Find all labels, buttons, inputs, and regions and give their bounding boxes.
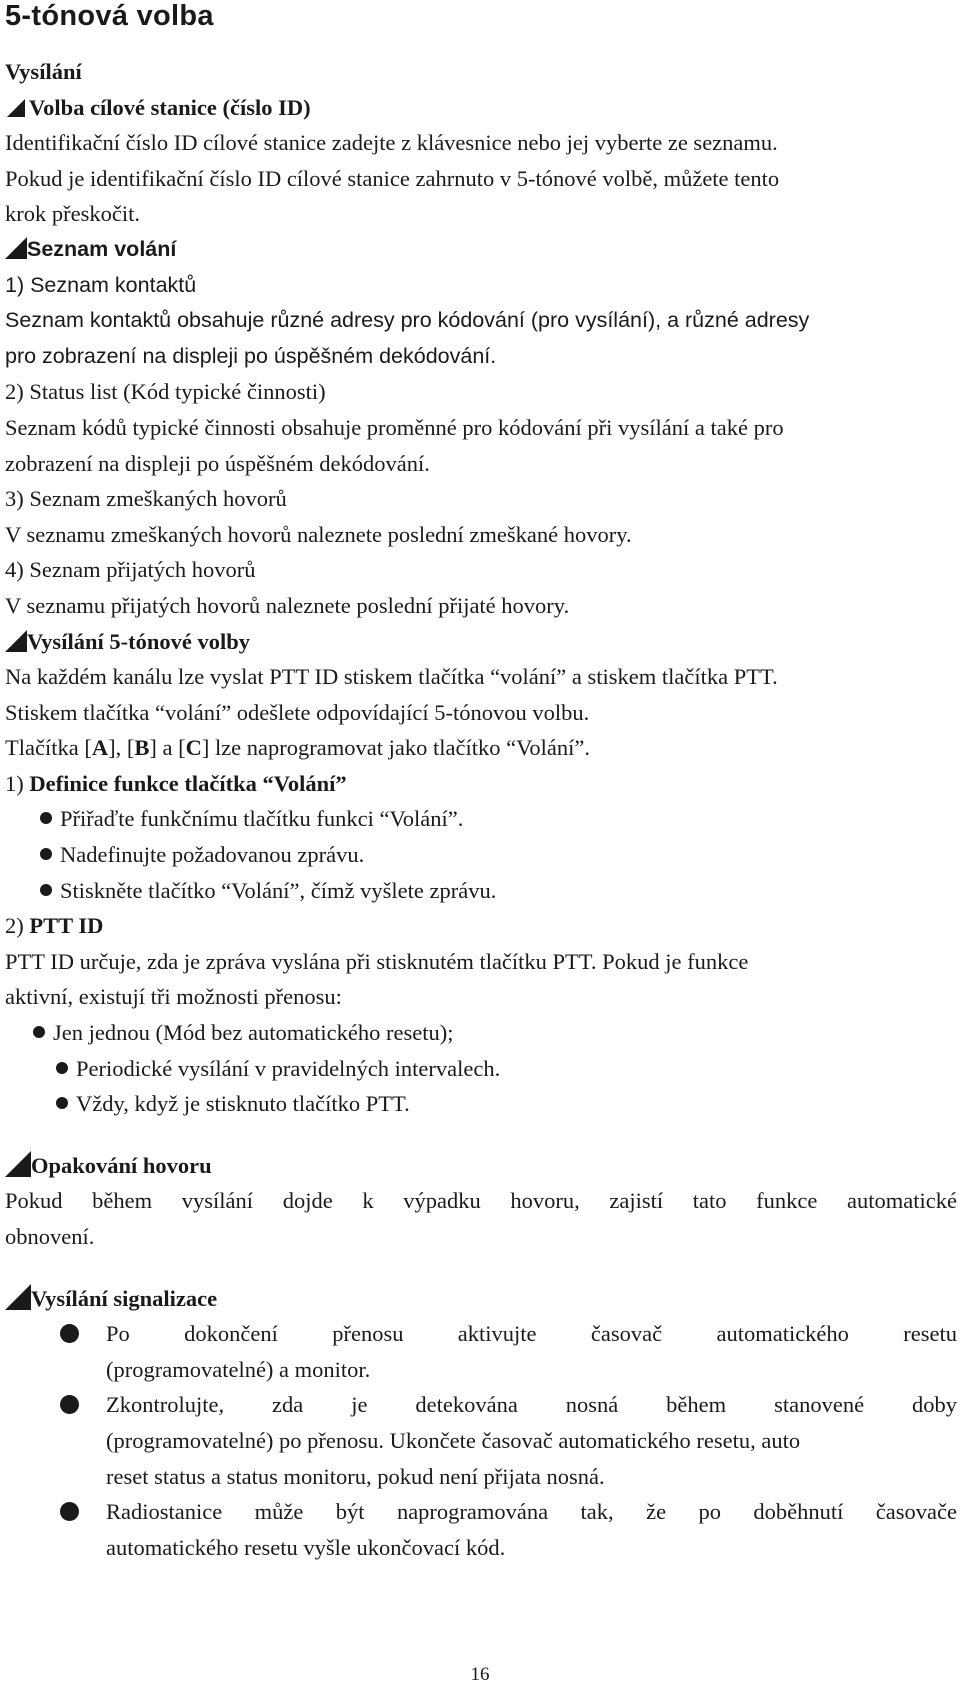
triangle-bullet-icon bbox=[5, 630, 27, 652]
bullet-text: Stiskněte tlačítko “Volání”, čímž vyšlete zprávu. bbox=[60, 877, 497, 903]
list-item-title: 4) Seznam přijatých hovorů bbox=[5, 557, 256, 583]
subheading-text: Vysílání signalizace bbox=[31, 1285, 218, 1311]
text-fragment: ] a [ bbox=[149, 735, 186, 761]
paragraph-line: Seznam kontaktů obsahuje různé adresy pro kódování (pro vysílání), a různé adresy bbox=[5, 308, 810, 333]
subheading-text: Volba cílové stanice (číslo ID) bbox=[29, 94, 311, 120]
subheading-text: Seznam volání bbox=[27, 236, 177, 261]
bullet-icon bbox=[56, 1062, 68, 1074]
list-number: 2) bbox=[5, 913, 30, 939]
bullet-text: Periodické vysílání v pravidelných intervalech. bbox=[76, 1055, 501, 1081]
bullet-text: Po dokončení přenosu aktivujte časovač automatického resetu bbox=[106, 1321, 957, 1347]
bullet-text: Přiřaďte funkčnímu tlačítku funkci “Volání”. bbox=[60, 806, 464, 832]
bullet-text: Radiostanice může být naprogramována tak, že po doběhnutí časovače bbox=[106, 1499, 957, 1525]
triangle-bullet-icon bbox=[7, 99, 25, 117]
bullet-item bbox=[5, 1387, 957, 1494]
bullet-item bbox=[5, 1316, 957, 1387]
bullet-item bbox=[5, 1015, 957, 1051]
bullet-item bbox=[5, 801, 957, 837]
paragraph-line: obnovení. bbox=[5, 1224, 95, 1249]
document-body bbox=[5, 54, 957, 1565]
bullet-icon bbox=[56, 1097, 68, 1109]
page-number: 16 bbox=[470, 1664, 490, 1685]
bullet-item bbox=[5, 873, 957, 909]
bullet-icon bbox=[40, 884, 52, 896]
text-fragment: ], [ bbox=[108, 735, 135, 761]
paragraph-line-keys bbox=[5, 730, 957, 766]
paragraph-line: Stiskem tlačítka “volání” odešlete odpovídající 5-tónovou volbu. bbox=[5, 699, 590, 725]
bullet-text: automatického resetu vyšle ukončovací kód. bbox=[106, 1534, 506, 1560]
bullet-text: Jen jednou (Mód bez automatického resetu); bbox=[53, 1020, 454, 1046]
list-item-title bbox=[5, 908, 957, 944]
bullet-icon bbox=[40, 812, 52, 824]
bullet-text: (programovatelné) a monitor. bbox=[106, 1356, 371, 1382]
bullet-item bbox=[5, 1086, 957, 1122]
paragraph-line: Seznam kódů typické činnosti obsahuje proměnné pro kódování při vysílání a také pro bbox=[5, 414, 784, 440]
paragraph-line: pro zobrazení na displeji po úspěšném dekódování. bbox=[5, 343, 497, 368]
subheading-target-selection bbox=[5, 90, 957, 126]
paragraph-line: krok přeskočit. bbox=[5, 201, 140, 227]
key-label-a: A bbox=[91, 735, 109, 761]
subheading-call-list bbox=[5, 232, 957, 268]
bullet-item bbox=[5, 1494, 957, 1565]
bullet-icon bbox=[33, 1026, 45, 1038]
bullet-icon bbox=[60, 1324, 79, 1343]
bullet-item bbox=[5, 1051, 957, 1087]
subheading-text: Opakování hovoru bbox=[31, 1152, 212, 1178]
list-number: 1) bbox=[5, 770, 30, 796]
page-title: 5-tónová volba bbox=[5, 0, 214, 32]
paragraph-line: Na každém kanálu lze vyslat PTT ID stiskem tlačítka “volání” a stiskem tlačítka PTT. bbox=[5, 664, 778, 690]
bullet-icon bbox=[60, 1502, 79, 1521]
bullet-text: Vždy, když je stisknuto tlačítko PTT. bbox=[76, 1091, 410, 1117]
bullet-icon bbox=[40, 848, 52, 860]
key-label-b: B bbox=[134, 735, 150, 761]
triangle-bullet-icon bbox=[5, 1284, 31, 1310]
bullet-item bbox=[5, 837, 957, 873]
list-item-title: 2) Status list (Kód typické činnosti) bbox=[5, 379, 326, 405]
subheading-signalling bbox=[5, 1281, 957, 1317]
paragraph-line: V seznamu zmeškaných hovorů naleznete poslední zmeškané hovory. bbox=[5, 521, 632, 547]
subheading-call-repeat bbox=[5, 1148, 957, 1184]
text-fragment: Tlačítka [ bbox=[5, 735, 92, 761]
paragraph-line: Pokud je identifikační číslo ID cílové stanice zahrnuto v 5-tónové volbě, můžete tento bbox=[5, 165, 780, 191]
bullet-icon bbox=[60, 1395, 79, 1414]
list-item-title bbox=[5, 766, 957, 802]
paragraph-line: PTT ID určuje, zda je zpráva vyslána při stisknutém tlačítku PTT. Pokud je funkce bbox=[5, 948, 749, 974]
paragraph-line: Pokud během vysílání dojde k výpadku hovoru, zajistí tato funkce automatické bbox=[5, 1188, 957, 1214]
text-fragment: ] lze naprogramovat jako tlačítko “Volání”. bbox=[201, 735, 591, 761]
list-title-text: Definice funkce tlačítka “Volání” bbox=[29, 770, 347, 796]
bullet-text: (programovatelné) po přenosu. Ukončete časovač automatického resetu, auto bbox=[106, 1427, 801, 1453]
paragraph-line: Identifikační číslo ID cílové stanice zadejte z klávesnice nebo jej vyberte ze seznamu. bbox=[5, 130, 778, 156]
bullet-text: Zkontrolujte, zda je detekována nosná během stanovené doby bbox=[106, 1392, 957, 1418]
section-heading-transmission: Vysílání bbox=[5, 59, 82, 84]
list-item-title: 1) Seznam kontaktů bbox=[5, 272, 197, 297]
triangle-bullet-icon bbox=[5, 237, 27, 259]
list-item-title: 3) Seznam zmeškaných hovorů bbox=[5, 486, 287, 512]
paragraph-line: zobrazení na displeji po úspěšném dekódování. bbox=[5, 450, 430, 476]
key-label-c: C bbox=[185, 735, 202, 761]
paragraph-line: V seznamu přijatých hovorů naleznete poslední přijaté hovory. bbox=[5, 592, 570, 618]
bullet-text: Nadefinujte požadovanou zprávu. bbox=[60, 842, 365, 868]
subheading-text: Vysílání 5-tónové volby bbox=[27, 628, 250, 654]
bullet-text: reset status a status monitoru, pokud není přijata nosná. bbox=[106, 1463, 605, 1489]
triangle-bullet-icon bbox=[5, 1151, 31, 1177]
list-title-text: PTT ID bbox=[29, 913, 104, 939]
subheading-5-tone-sending bbox=[5, 624, 957, 660]
paragraph-line: aktivní, existují tři možnosti přenosu: bbox=[5, 984, 342, 1010]
